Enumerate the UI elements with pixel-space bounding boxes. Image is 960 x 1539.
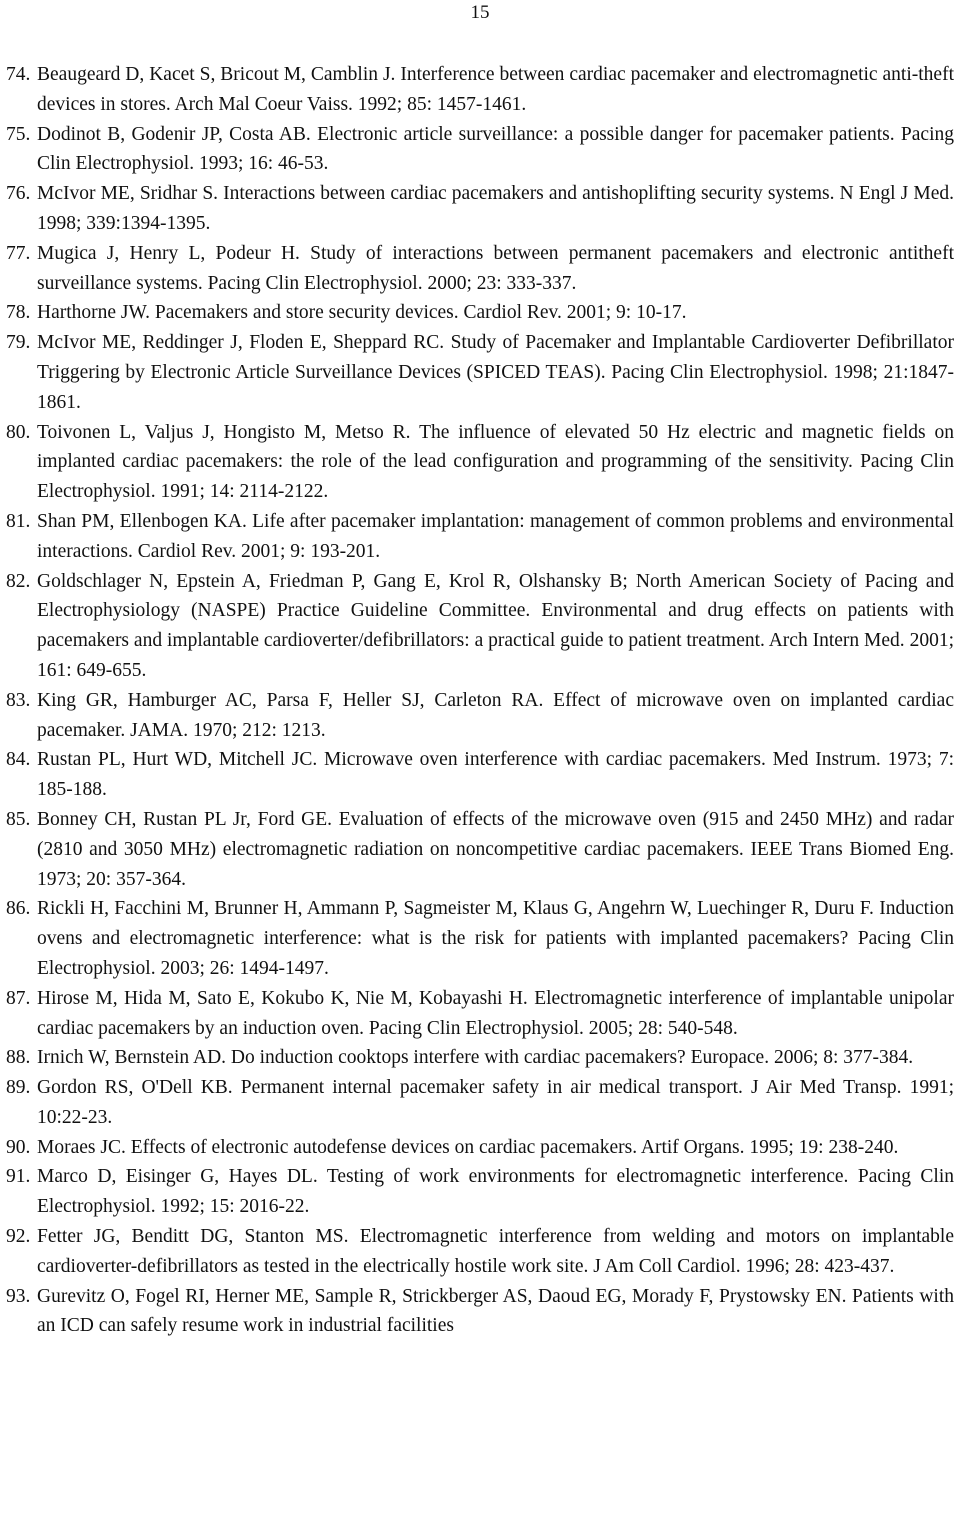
reference-text: Harthorne JW. Pacemakers and store security devices. Cardiol Rev. 2001; 9: 10-17.: [37, 302, 687, 324]
reference-text: McIvor ME, Reddinger J, Floden E, Sheppard RC. Study of Pacemaker and Implantable Cardioverter Defibrillator Triggering by Electronic Article Surveillance Devices (SPICED TEAS). Pacing Clin Electrophysiol. 1998; 21:1847-1861.: [37, 332, 954, 413]
reference-text: Moraes JC. Effects of electronic autodefense devices on cardiac pacemakers. Artif Organs. 1995; 19: 238-240.: [37, 1136, 899, 1158]
reference-number: 74.: [6, 64, 31, 85]
reference-number: 90.: [6, 1136, 31, 1158]
reference-text: McIvor ME, Sridhar S. Interactions between cardiac pacemakers and antishoplifting security systems. N Engl J Med. 1998; 339:1394-1395.: [37, 183, 954, 234]
reference-item: [6, 1043, 954, 1073]
reference-number: 77.: [6, 242, 31, 264]
reference-item: [6, 686, 954, 746]
reference-number: 86.: [6, 898, 31, 920]
reference-item: [6, 239, 954, 299]
reference-number: 92.: [6, 1226, 31, 1248]
reference-text: Toivonen L, Valjus J, Hongisto M, Metso R. The influence of elevated 50 Hz electric and magnetic fields on implanted cardiac pacemakers: the role of the lead configuration and programming of the sensitivity. Pacing Clin Electrophysiol. 1991; 14: 2114-2122.: [37, 421, 954, 503]
reference-item: [6, 1073, 954, 1133]
reference-number: 82.: [6, 570, 31, 592]
reference-number: 79.: [6, 332, 31, 354]
reference-item: [6, 805, 954, 894]
reference-text: Beaugeard D, Kacet S, Bricout M, Camblin J. Interference between cardiac pacemaker and electromagnetic anti-theft devices in stores. Arch Mal Coeur Vaiss. 1992; 85: 1457-1461.: [37, 64, 954, 115]
reference-number: 83.: [6, 689, 31, 711]
reference-item: [6, 418, 954, 507]
reference-item: [6, 567, 954, 686]
reference-number: 76.: [6, 183, 31, 205]
reference-text: Bonney CH, Rustan PL Jr, Ford GE. Evaluation of effects of the microwave oven (915 and 2450 MHz) and radar (2810 and 3050 MHz) electromagnetic radiation on noncompetitive cardiac pacemakers. IEEE Trans Biomed Eng. 1973; 20: 357-364.: [37, 808, 954, 890]
reference-item: [6, 1222, 954, 1282]
reference-text: Shan PM, Ellenbogen KA. Life after pacemaker implantation: management of common problems and environmental interactions. Cardiol Rev. 2001; 9: 193-201.: [37, 510, 954, 562]
reference-text: Rustan PL, Hurt WD, Mitchell JC. Microwave oven interference with cardiac pacemakers. Med Instrum. 1973; 7: 185-188.: [37, 749, 954, 801]
reference-item: [6, 894, 954, 983]
reference-number: 81.: [6, 510, 31, 532]
reference-number: 84.: [6, 749, 31, 771]
reference-text: Dodinot B, Godenir JP, Costa AB. Electronic article surveillance: a possible danger for pacemaker patients. Pacing Clin Electrophysiol. 1993; 16: 46-53.: [37, 123, 954, 175]
reference-text: Rickli H, Facchini M, Brunner H, Ammann P, Sagmeister M, Klaus G, Angehrn W, Luechinger R, Duru F. Induction ovens and electromagnetic interference: what is the risk for patients with implanted pacemakers? Pacing Clin Electrophysiol. 2003; 26: 1494-1497.: [37, 898, 954, 979]
reference-text: Goldschlager N, Epstein A, Friedman P, Gang E, Krol R, Olshansky B; North American Society of Pacing and Electrophysiology (NASPE) Practice Guideline Committee. Environmental and drug effects on patients with pacemakers and implantable cardioverter/defibrillators: a practical guide to patient treatment. Arch Intern Med. 2001; 161: 649-655.: [37, 570, 954, 681]
reference-item: [6, 179, 954, 239]
reference-item: [6, 1282, 954, 1342]
reference-text: Fetter JG, Benditt DG, Stanton MS. Electromagnetic interference from welding and motors on implantable cardioverter-defibrillators as tested in the electrically hostile work site. J Am Coll Cardiol. 1996; 28: 423-437.: [37, 1226, 954, 1277]
reference-number: 91.: [6, 1166, 31, 1188]
reference-item: [6, 984, 954, 1044]
reference-number: 85.: [6, 808, 31, 830]
reference-item: [6, 507, 954, 567]
reference-item: [6, 120, 954, 180]
reference-item: [6, 60, 954, 120]
reference-text: Marco D, Eisinger G, Hayes DL. Testing of work environments for electromagnetic interference. Pacing Clin Electrophysiol. 1992; 15: 2016-22.: [37, 1166, 954, 1218]
reference-text: Irnich W, Bernstein AD. Do induction cooktops interfere with cardiac pacemakers? Europace. 2006; 8: 377-384.: [37, 1047, 914, 1069]
reference-text: King GR, Hamburger AC, Parsa F, Heller SJ, Carleton RA. Effect of microwave oven on implanted cardiac pacemaker. JAMA. 1970; 212: 1213.: [37, 689, 954, 741]
reference-list: [6, 60, 954, 1341]
page-number: 15: [470, 2, 490, 23]
reference-number: 80.: [6, 421, 31, 443]
reference-number: 88.: [6, 1047, 31, 1069]
reference-item: [6, 328, 954, 417]
reference-text: Mugica J, Henry L, Podeur H. Study of interactions between permanent pacemakers and electronic antitheft surveillance systems. Pacing Clin Electrophysiol. 2000; 23: 333-337.: [37, 242, 954, 294]
reference-item: [6, 745, 954, 805]
reference-item: [6, 298, 954, 328]
reference-text: Gurevitz O, Fogel RI, Herner ME, Sample R, Strickberger AS, Daoud EG, Morady F, Prystowsky EN. Patients with an ICD can safely resume work in industrial facilities: [37, 1285, 954, 1337]
reference-number: 89.: [6, 1077, 31, 1099]
reference-number: 78.: [6, 302, 31, 324]
reference-item: [6, 1133, 954, 1163]
reference-number: 75.: [6, 123, 31, 145]
reference-number: 87.: [6, 987, 31, 1009]
reference-number: 93.: [6, 1285, 31, 1307]
reference-text: Gordon RS, O'Dell KB. Permanent internal pacemaker safety in air medical transport. J Air Med Transp. 1991; 10:22-23.: [37, 1077, 954, 1128]
reference-item: [6, 1162, 954, 1222]
reference-text: Hirose M, Hida M, Sato E, Kokubo K, Nie M, Kobayashi H. Electromagnetic interference of implantable unipolar cardiac pacemakers by an induction oven. Pacing Clin Electrophysiol. 2005; 28: 540-548.: [37, 987, 954, 1039]
